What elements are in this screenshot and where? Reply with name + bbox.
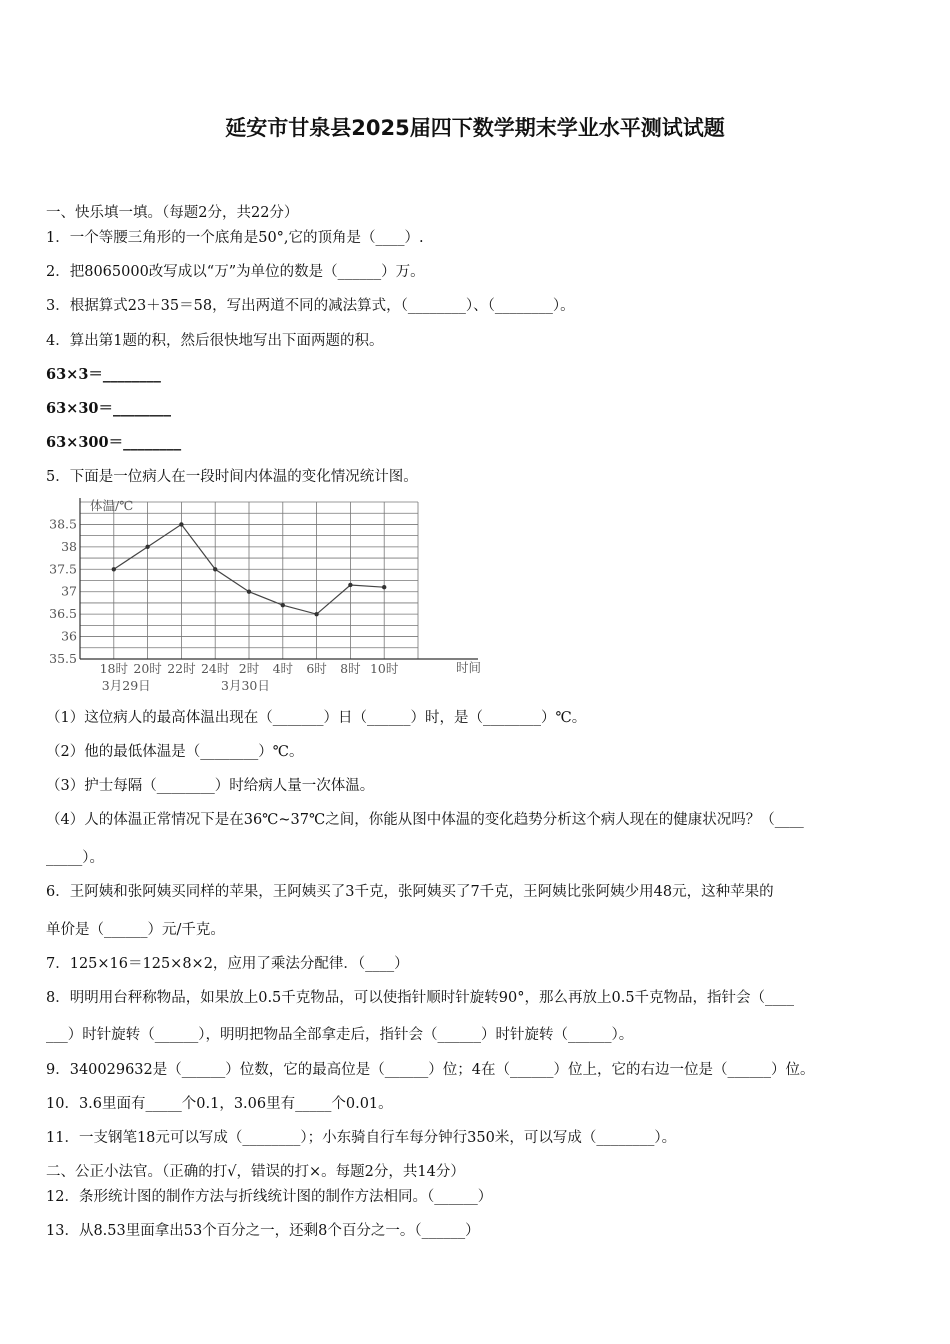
question-line: （3）护士每隔（________）时给病人量一次体温。 <box>46 778 375 794</box>
question-line: ___）时针旋转（______），明明把物品全部拿走后，指针会（______）时针旋转（______）。 <box>46 1027 634 1043</box>
chart-data-point <box>247 590 251 594</box>
chart-x-ticks <box>100 661 399 693</box>
chart-date-label: 3月29日 <box>101 678 151 693</box>
question-line: 2．把8065000改写成以“万”为单位的数是（______）万。 <box>46 264 425 280</box>
chart-y-tick-label: 37.5 <box>49 561 77 577</box>
question-line: _____）。 <box>46 850 104 866</box>
chart-data-point <box>382 585 386 589</box>
chart-x-tick-label: 6时 <box>306 661 327 676</box>
question-line: 63×3＝________ <box>46 366 161 383</box>
chart-y-tick-label: 38 <box>61 538 77 554</box>
chart-x-tick-label: 24时 <box>200 661 230 676</box>
section-heading: 二、公正小法官。（正确的打√，错误的打×。每题2分，共14分） <box>46 1164 465 1180</box>
question-line: 3．根据算式23＋35＝58，写出两道不同的减法算式，（________）、（________）。 <box>46 298 575 314</box>
chart-y-tick-label: 38.5 <box>49 516 77 532</box>
question-line: （1）这位病人的最高体温出现在（_______）日（______）时，是（________）℃。 <box>46 710 587 726</box>
chart-data-point <box>145 545 149 549</box>
chart-x-tick-label: 2时 <box>238 661 260 676</box>
question-line: 9．340029632是（______）位数，它的最高位是（______）位；4在（______）位上，它的右边一位是（______）位。 <box>46 1062 815 1078</box>
chart-data-point <box>314 612 318 616</box>
temperature-line-chart <box>42 492 502 698</box>
question-line: 11．一支钢笔18元可以写成（________）；小东骑自行车每分钟行350米，可以写成（________）。 <box>46 1130 677 1146</box>
page-title: 延安市甘泉县2025届四下数学期末学业水平测试试题 <box>225 116 725 140</box>
question-line: 8．明明用台秤称物品，如果放上0.5千克物品，可以使指针顺时针旋转90°，那么再放上0.5千克物品，指针会（____ <box>46 990 795 1006</box>
chart-date-label: 3月30日 <box>221 678 270 693</box>
question-line: 63×300＝________ <box>46 434 182 451</box>
chart-x-tick-label: 18时 <box>99 661 129 676</box>
question-line: （4）人的体温正常情况下是在36℃~37℃之间，你能从图中体温的变化趋势分析这个病人现在的健康状况吗？（____ <box>46 812 804 828</box>
question-line: 10．3.6里面有_____个0.1，3.06里有_____个0.01。 <box>46 1096 393 1112</box>
section-heading: 一、快乐填一填。（每题2分，共22分） <box>46 205 299 221</box>
question-line: 5．下面是一位病人在一段时间内体温的变化情况统计图。 <box>46 469 418 485</box>
chart-data-point <box>213 567 217 571</box>
question-line: （2）他的最低体温是（________）℃。 <box>46 744 304 760</box>
question-line: 4．算出第1题的积，然后很快地写出下面两题的积。 <box>46 333 384 349</box>
chart-y-axis-label: 体温/℃ <box>90 498 134 513</box>
chart-x-tick-label: 4时 <box>272 661 294 676</box>
chart-y-ticks <box>49 516 77 666</box>
chart-x-tick-label: 8时 <box>340 661 361 676</box>
chart-data-point <box>281 603 285 607</box>
chart-data-point <box>112 567 116 571</box>
chart-x-tick-label: 22时 <box>167 661 196 676</box>
chart-grid <box>80 498 481 675</box>
question-line: 1．一个等腰三角形的一个底角是50°,它的顶角是（____）. <box>46 230 424 246</box>
question-line: 6．王阿姨和张阿姨买同样的苹果，王阿姨买了3千克，张阿姨买了7千克，王阿姨比张阿姨少用48元，这种苹果的 <box>46 884 774 900</box>
chart-x-axis-label: 时间 <box>456 660 482 675</box>
chart-y-tick-label: 36.5 <box>49 606 77 622</box>
chart-y-tick-label: 36 <box>61 628 77 644</box>
chart-data-point <box>179 522 183 526</box>
question-line: 13．从8.53里面拿出53个百分之一，还剩8个百分之一。（______） <box>46 1223 480 1239</box>
question-line: 63×30＝________ <box>46 400 172 417</box>
question-line: 单价是（______）元/千克。 <box>46 922 225 938</box>
chart-y-tick-label: 35.5 <box>49 651 77 666</box>
question-line: 7．125×16＝125×8×2，应用了乘法分配律．（____） <box>46 956 409 972</box>
chart-x-tick-label: 10时 <box>369 661 399 676</box>
chart-data-point <box>348 583 352 587</box>
chart-y-tick-label: 37 <box>61 583 77 599</box>
chart-x-tick-label: 20时 <box>133 661 162 676</box>
question-line: 12．条形统计图的制作方法与折线统计图的制作方法相同。（______） <box>46 1189 493 1205</box>
